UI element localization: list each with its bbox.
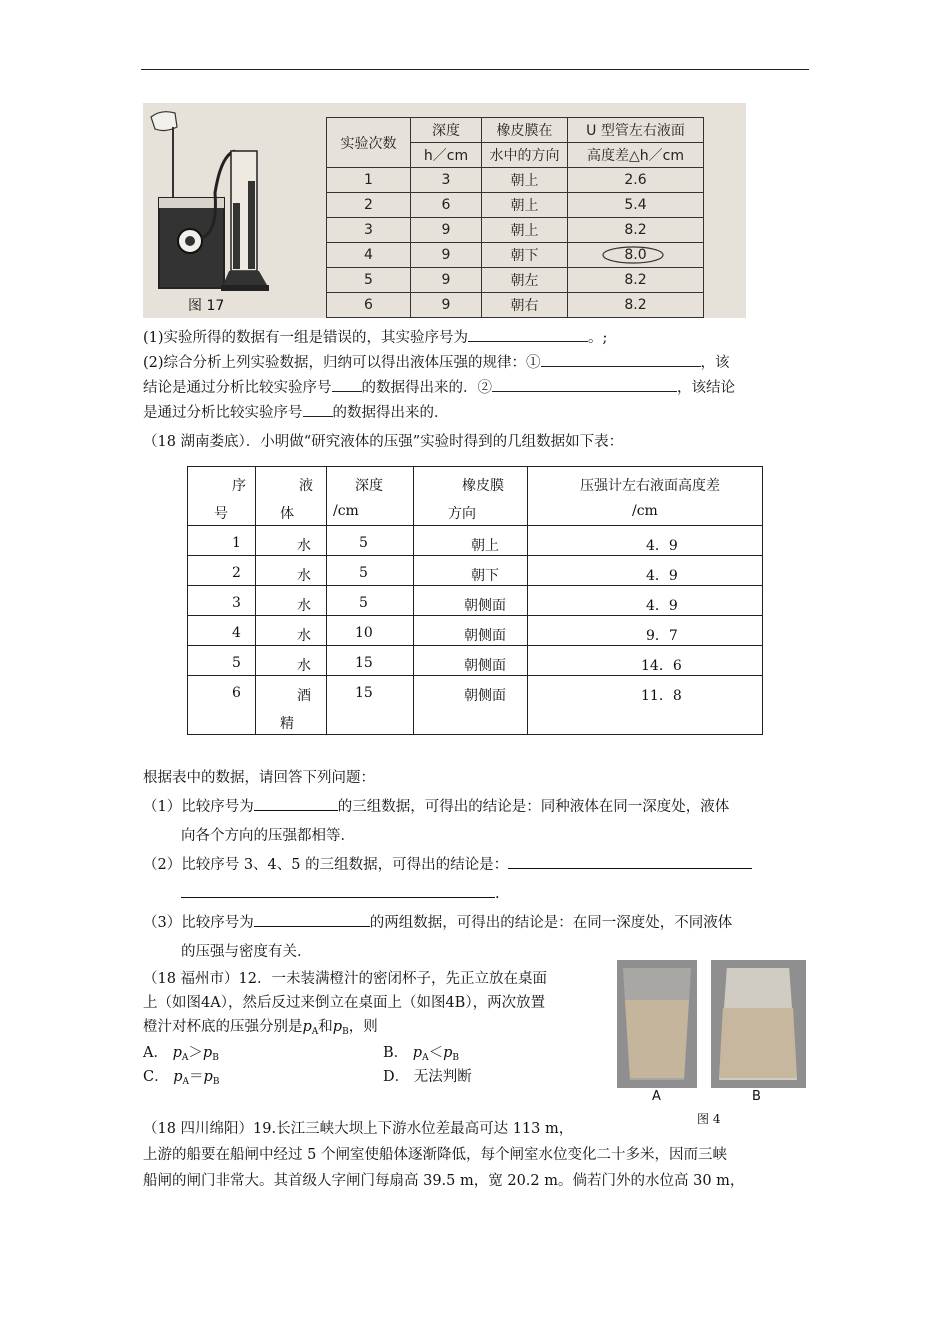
answer-blank [541,352,701,367]
fuzhou-line2: 上（如图4A），然后反过来倒立在桌面上（如图4B），两次放置 [143,995,546,1011]
fuzhou-option-c: C． $p_A=p_B$ [143,1069,220,1087]
fuzhou-option-b: B． $p_A<p_B$ [383,1045,459,1063]
header-rule [141,69,809,70]
loudi-intro: （18 湖南娄底）．小明做“研究液体的压强”实验时得到的几组数据如下表： [143,434,624,450]
table-row: 1 水 5 朝上 4．9 [188,526,763,556]
answer-blank [492,377,677,392]
answer-blank [254,796,338,811]
figure-17-label: 图 17 [188,298,225,314]
header-trial: 实验次数 [327,118,411,168]
loudi-a1-cont: 向各个方向的压强都相等． [181,828,355,844]
loudi-a1: （1）比较序号为 的三组数据，可得出的结论是：同种液体在同一深度处，液体 [143,795,729,820]
table-row: 2 水 5 朝下 4．9 [188,556,763,586]
table-row: 1 3 朝上 2.6 [327,168,704,193]
header-depth: 深度 [411,118,482,143]
photo-cup-upright [617,960,697,1088]
mianyang-line2: 上游的船要在船闸中经过 5 个闸室使船体逐渐降低，每个闸室水位变化二十多米，因而三峡 [143,1147,727,1163]
table-row: 2 6 朝上 5.4 [327,193,704,218]
fuzhou-option-a: A． $p_A>p_B$ [143,1045,219,1063]
q1-line2: (2)综合分析上列实验数据，归纳可以得出液体压强的规律：① ，该 [143,351,730,376]
q1-line4: 是通过分析比较实验序号 的数据得出来的． [143,401,449,426]
answer-blank [468,327,588,342]
q1-line3: 结论是通过分析比较实验序号 的数据得出来的．② ，该结论 [143,376,735,401]
mianyang-line3: 船闸的闸门非常大。其首级人字闸门每扇高 39.5 m，宽 20.2 m。倘若门外的水位高 30 m， [143,1173,745,1189]
fuzhou-line3: 橙汁对杯底的压强分别是$p_A$和$p_B$，则 [143,1019,378,1037]
loudi-ask: 根据表中的数据，请回答下列问题： [143,770,375,786]
circle-mark-icon [598,245,668,265]
table-row: 6 9 朝右 8.2 [327,293,704,318]
table-header-row: 序 号 液 体 深度 /cm 橡皮膜 方向 压强计左右液面高度差 /cm [188,467,763,526]
fig4-caption: 图 4 [697,1112,721,1126]
table-row: 3 水 5 朝侧面 4．9 [188,586,763,616]
figure-17-table [326,117,704,318]
answer-blank [508,854,752,869]
header-u-tube: U 型管左右液面 [568,118,704,143]
answer-blank [332,377,362,392]
loudi-a2-cont: . [181,882,500,907]
table-row: 6 酒 精 15 朝侧面 11．8 [188,676,763,735]
header-depth-unit: h／cm [411,143,482,168]
header-u-tube-unit: 高度差△h／cm [568,143,704,168]
q1-line1: (1)实验所得的数据有一组是错误的，其实验序号为 。; [143,326,607,351]
answer-blank [181,883,495,898]
pressure-gauge-illustration [143,103,323,318]
table-row: 5 水 15 朝侧面 14．6 [188,646,763,676]
loudi-a2: （2）比较序号 3、4、5 的三组数据，可得出的结论是： [143,853,752,878]
loudi-table [187,466,763,735]
fuzhou-line1: （18 福州市）12．一未装满橙汁的密闭杯子，先正立放在桌面 [143,971,548,987]
mianyang-line1: （18 四川绵阳）19.长江三峡大坝上下游水位差最高可达 113 m， [143,1121,574,1137]
fig4-label-b: B [752,1089,761,1104]
table-row: 4 9 朝下 8.0 [327,243,704,268]
figure-17 [143,103,746,318]
answer-blank [254,912,370,927]
header-membrane-dir: 水中的方向 [482,143,568,168]
answer-blank [303,402,333,417]
table-row: 5 9 朝左 8.2 [327,268,704,293]
circled-value: 8.0 [624,247,647,263]
fig4-label-a: A [652,1089,661,1104]
table-row: 4 水 10 朝侧面 9．7 [188,616,763,646]
photo-cup-inverted [711,960,806,1088]
fuzhou-option-d: D． 无法判断 [383,1069,472,1085]
table-row: 3 9 朝上 8.2 [327,218,704,243]
loudi-a3: （3）比较序号为 的两组数据，可得出的结论是：在同一深度处，不同液体 [143,911,732,936]
loudi-a3-cont: 的压强与密度有关． [181,944,312,960]
header-membrane: 橡皮膜在 [482,118,568,143]
